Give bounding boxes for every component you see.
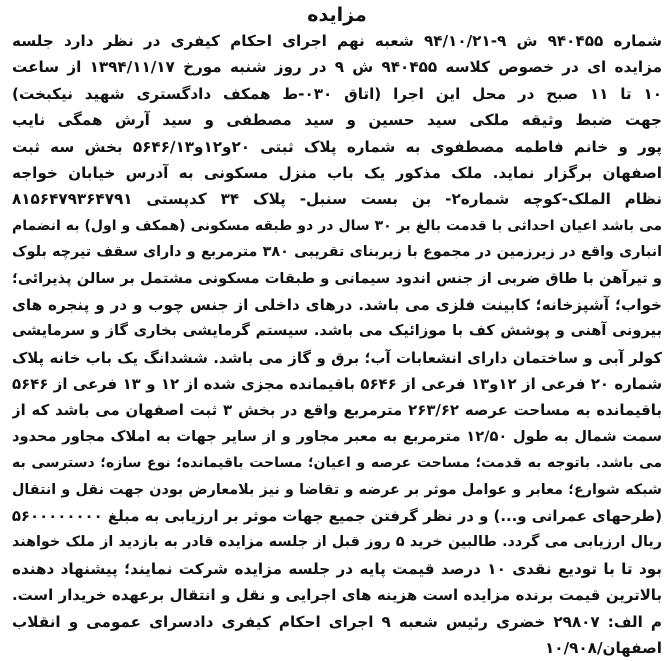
notice-line: م الف: ۲۹۸۰۷ خضری رئیس شعبه ۹ اجرای احکام کیفری دادسرای عمومی و انقلاب: [12, 612, 662, 631]
notice-line: می باشد. باتوجه به قدمت؛ مساحت عرصه و اعیان؛ مساحت باقیمانده؛ نوع سازه؛ دسترسی به: [12, 455, 662, 472]
notice-line: اصفهان برگزار نماید. ملک مذکور یک باب منزل مسکونی به آدرس خیابان خواجه: [12, 163, 662, 182]
notice-body: [12, 28, 662, 661]
notice-line: بیرونی آهنی و پوشش کف با موزائیک می باشد. سیستم گرمایشی بخاری گاز و سرمایشی: [12, 322, 662, 340]
notice-line: ریال ارزیابی می گردد. طالبین خرید ۵ روز قبل از جلسه مزایده قادر به بازدید از ملک خواهند: [12, 534, 662, 551]
notice-line: اصفهان/۱۰/۹۰۸: [545, 638, 662, 657]
notice-line: ۱۰ تا ۱۱ صبح در محل این اجرا (اتاق ۰۳۰-ط همکف دادگستری شهید نیکبخت): [12, 84, 662, 103]
notice-line: خواب؛ آشپزخانه؛ کابینت فلزی می باشد. درهای داخلی از جنس چوب و در و پنجره های: [12, 295, 662, 314]
notice-line: انباری واقع در زیرزمین در مجموع با زیربنای تقریبی ۳۸۰ مترمربع و دارای سقف تیرچه بلوک: [12, 244, 662, 261]
notice-line: شماره ۹۴۰۴۵۵ ش ۹-۹۴/۱۰/۲۱ شعبه نهم اجرای احکام کیفری در نظر دارد جلسه: [12, 32, 662, 50]
notice-line: و تیرآهن با طاق ضربی از جنس اندود سیمانی و طبقات مسکونی مشتمل بر سالن پذیرائی؛: [12, 269, 662, 287]
notice-line: پور و خانم فاطمه مصطفوی به شماره پلاک ثبتی ۲۰و۱۲و۵۶۴۶/۱۳ بخش سه ثبت: [12, 137, 662, 156]
notice-line: سمت شمال به طول ۱۲/۵۰ مترمربع به معبر مجاور و از سایر جهات به املاک مجاور محدود: [12, 427, 662, 445]
notice-title: مزایده: [307, 4, 367, 26]
notice-line: کولر آبی و ساختمان دارای انشعابات آب؛ برق و گاز می باشد. ششدانگ یک باب خانه پلاک: [12, 348, 662, 367]
notice-line: مزایده ای در خصوص کلاسه ۹۴۰۴۵۵ ش ۹ در روز شنبه مورخ ۱۳۹۴/۱۱/۱۷ از ساعت: [12, 58, 662, 77]
notice-line: نظام الملک-کوچه شماره۲- بن بست سنبل- پلاک ۳۴ کدپستی ۸۱۵۶۴۷۹۳۶۴۷۹۱: [12, 190, 662, 209]
notice-line: شبکه شوارع؛ معابر و عوامل موثر بر عرضه و تقاضا و نیز بلامعارض بودن جهت نقل و انتقال: [12, 481, 662, 498]
notice-line: شماره ۲۰ فرعی از ۱۲و۱۳ فرعی از ۵۶۴۶ باقیمانده مجزی شده از ۱۲ و ۱۳ فرعی از ۵۶۴۶: [12, 375, 662, 394]
notice-line: (طرحهای عمرانی و...) و در نظر گرفتن جمیع جهات موثر بر ارزیابی به مبلغ ۵۶۰۰۰۰۰۰۰۰: [12, 507, 662, 526]
notice-line: باقیمانده به مساحت عرصه ۲۶۳/۶۲ مترمربع واقع در بخش ۳ ثبت اصفهان می باشد که از: [12, 401, 662, 420]
notice-line: جهت ضبط وثیقه ملکی سید حسین و سید مصطفی و سید آرش همگی نایب: [12, 111, 662, 130]
notice-line: بود تا با تودیع نقدی ۱۰ درصد قیمت پایه در جلسه مزایده شرکت نمایند؛ پیشنهاد دهنده: [12, 559, 662, 578]
notice-line: بالاترین قیمت برنده مزایده است هزینه های اجرایی و نقل و انتقال برعهده خریدار است.: [12, 586, 662, 605]
notice-line: می باشد اعیان احداثی با قدمت بالغ بر ۳۰ سال در دو طبقه مسکونی (همکف و اول) به انضمام: [12, 217, 662, 234]
